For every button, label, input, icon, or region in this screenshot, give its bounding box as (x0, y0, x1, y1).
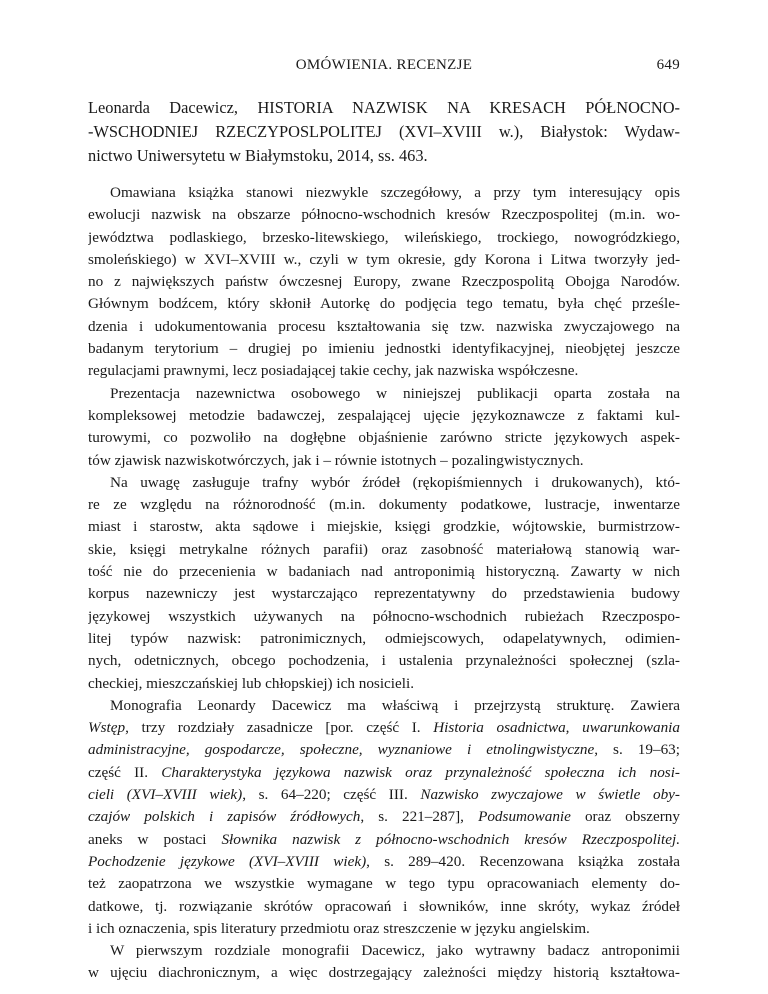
page-number: 649 (656, 57, 680, 73)
body-line: korpus nazewniczy jest wystarczająco reprezentatywny do przedstawienia budowy (88, 585, 680, 603)
body-line: tów zjawisk nazwiskotwórczych, jak i – równie istotnych – pozalingwistycznych. (88, 451, 584, 469)
body-line: checkiej, mieszczańskiej lub chłopskiej) ich nosicieli. (88, 674, 414, 692)
body-line: czajów polskich i zapisów źródłowych, s. 221–287], Podsumowanie oraz obszerny (88, 808, 680, 826)
body-line: Pochodzenie językowe (XVI–XVIII wiek), s. 289–420. Recenzowana książka została (88, 852, 680, 870)
body-line: skie, księgi metrykalne różnych parafii) oraz zasobność materiałową stanowią war- (88, 540, 680, 558)
body-line: administracyjne, gospodarcze, społeczne, wyznaniowe i etnolingwistyczne, s. 19–63; (88, 741, 680, 759)
body-line: Monografia Leonardy Dacewicz ma właściwą i przejrzystą strukturę. Zawiera (110, 696, 680, 714)
body-line: Głównym bodźcem, który skłonił Autorkę do podjęcia tego tematu, była chęć prześle- (88, 295, 680, 313)
body-line: datkowe, tj. rozwiązanie skrótów opracowań i słowników, inne skróty, wykaz źródeł (88, 897, 680, 915)
body-line: litej typów nazwisk: patronimicznych, odmiejscowych, odapelatywnych, odimien- (88, 629, 680, 647)
body-line: regulacjami prawnymi, lecz posiadającej takie cechy, jak nazwiska współczesne. (88, 362, 579, 380)
body-line: badanym terytorium – drugiej po imieniu jednostki identyfikacyjnej, nieobjętej jeszcze (88, 340, 680, 358)
body-line: kompleksowej metodzie badawczej, zespalającej ujęcie językoznawcze z faktami kul- (88, 406, 680, 424)
body-line: część II. Charakterystyka językowa nazwisk oraz przynależność społeczna ich nosi- (88, 763, 680, 781)
body-line: miast i starostw, akta sądowe i miejskie, księgi grodzkie, wójtowskie, burmistrzow- (88, 518, 680, 536)
body-line: tość nie do przecenienia w badaniach nad antroponimią historyczną. Zawarty w nich (88, 563, 680, 581)
body-line: Omawiana książka stanowi niezwykle szczegółowy, a przy tym interesujący opis (110, 184, 680, 201)
body-line: ewolucji nazwisk na obszarze północno-wschodnich kresów Rzeczpospolitej (m.in. wo- (88, 206, 680, 224)
body-line: turowymi, co pozwoliło na dogłębne objaśnienie zarówno stricte językowych aspek- (88, 429, 680, 447)
body-line: Prezentacja nazewnictwa osobowego w niniejszej publikacji oparta została na (110, 384, 680, 402)
body-line: re ze względu na różnorodność (m.in. dokumenty podatkowe, lustracje, inwentarze (88, 496, 680, 514)
book-reference (88, 96, 680, 168)
review-body (88, 182, 680, 985)
body-line: cieli (XVI–XVIII wiek), s. 64–220; część III. Nazwisko zwyczajowe w świetle oby- (88, 786, 680, 804)
body-line: i ich oznaczenia, spis literatury przedmiotu oraz streszczenie w języku angielskim. (88, 919, 590, 937)
body-line: w ujęciu diachronicznym, a więc dostrzegający zależności między historią kształtowa- (88, 964, 680, 982)
body-line: W pierwszym rozdziale monografii Dacewicz, jako wytrawny badacz antroponimii (110, 942, 680, 960)
body-line: też zaopatrzona we wszystkie wymagane w tego typu opracowaniach elementy do- (88, 875, 680, 893)
section-title: OMÓWIENIA. RECENZJE (295, 57, 473, 73)
reference-line: -WSCHODNIEJ RZECZYPOSLPOLITEJ (XVI–XVIII w.), Białystok: Wydaw- (88, 122, 680, 141)
body-line: językowej wszystkich używanych na północno-wschodnich rubieżach Rzeczpospo- (88, 607, 680, 625)
body-line: nych, odetnicznych, obcego pochodzenia, i ustalenia przynależności społecznej (szla- (88, 652, 680, 670)
body-line: no z największych państw ówczesnej Europy, zwane Rzeczpospolitą Obojga Narodów. (88, 273, 680, 291)
reference-line: Leonarda Dacewicz, HISTORIA NAZWISK NA KRESACH PÓŁNOCNO- (88, 98, 680, 117)
body-line: Wstęp, trzy rozdziały zasadnicze [por. część I. Historia osadnictwa, uwarunkowania (88, 719, 680, 737)
body-line: Na uwagę zasługuje trafny wybór źródeł (rękopiśmiennych i drukowanych), któ- (110, 473, 680, 491)
body-line: jewództwa podlaskiego, brzesko-litewskiego, wileńskiego, trockiego, nowogródzkiego, (88, 228, 680, 246)
reference-line: nictwo Uniwersytetu w Białymstoku, 2014, ss. 463. (88, 146, 428, 165)
body-line: smoleńskiego) w XVI–XVIII w., czyli w tym okresie, gdy Korona i Litwa tworzyły jed- (88, 250, 680, 268)
body-line: aneks w postaci Słownika nazwisk z północno-wschodnich kresów Rzeczpospolitej. (88, 830, 680, 848)
body-line: dzenia i udokumentowania procesu kształtowania się tzw. nazwiska zwyczajowego na (88, 317, 680, 335)
